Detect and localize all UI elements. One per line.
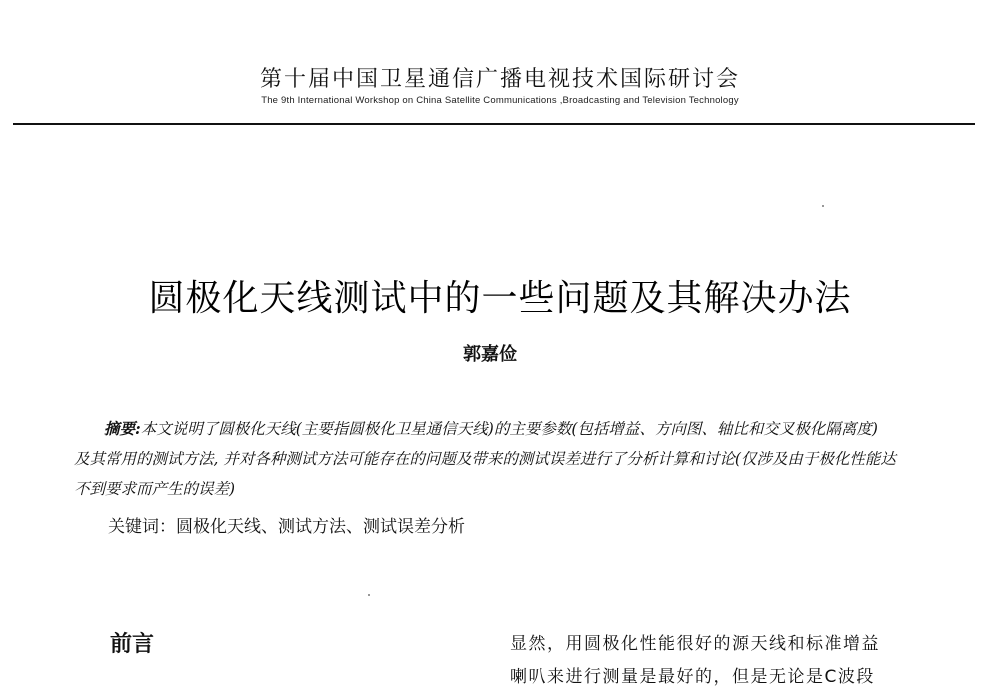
paper-title: 圆极化天线测试中的一些问题及其解决办法 xyxy=(148,278,852,319)
scan-speck xyxy=(822,205,824,207)
abstract-label: 摘要: xyxy=(104,419,141,438)
keywords: 关键词：圆极化天线、测试方法、测试误差分析 xyxy=(108,517,465,537)
abstract-line-1 xyxy=(74,414,920,444)
section-heading-preface: 前言 xyxy=(110,632,155,657)
author-name: 郭嘉俭 xyxy=(463,344,517,365)
conference-subtitle: The 9th International Workshop on China Satellite Communications ,Broadcasting and Television Technology xyxy=(261,95,739,106)
header-divider xyxy=(13,123,975,125)
body-column xyxy=(510,628,930,694)
abstract-block xyxy=(74,414,920,504)
scan-speck xyxy=(368,594,370,596)
abstract-line-2: 及其常用的测试方法, 并对各种测试方法可能存在的问题及带来的测试误差进行了分析计算和讨论(仅涉及由于极化性能达 xyxy=(74,450,896,468)
conference-title: 第十届中国卫星通信广播电视技术国际研讨会 xyxy=(259,67,740,92)
abstract-line-3: 不到要求而产生的误差) xyxy=(74,480,236,498)
body-line-2: 喇叭来进行测量是最好的，但是无论是C波段 xyxy=(510,667,875,687)
abstract-text-1: 本文说明了圆极化天线(主要指圆极化卫星通信天线)的主要参数(包括增益、方向图、轴比和交叉极化隔离度) xyxy=(140,420,878,438)
body-line-1: 显然，用圆极化性能很好的源天线和标准增益 xyxy=(510,634,880,654)
